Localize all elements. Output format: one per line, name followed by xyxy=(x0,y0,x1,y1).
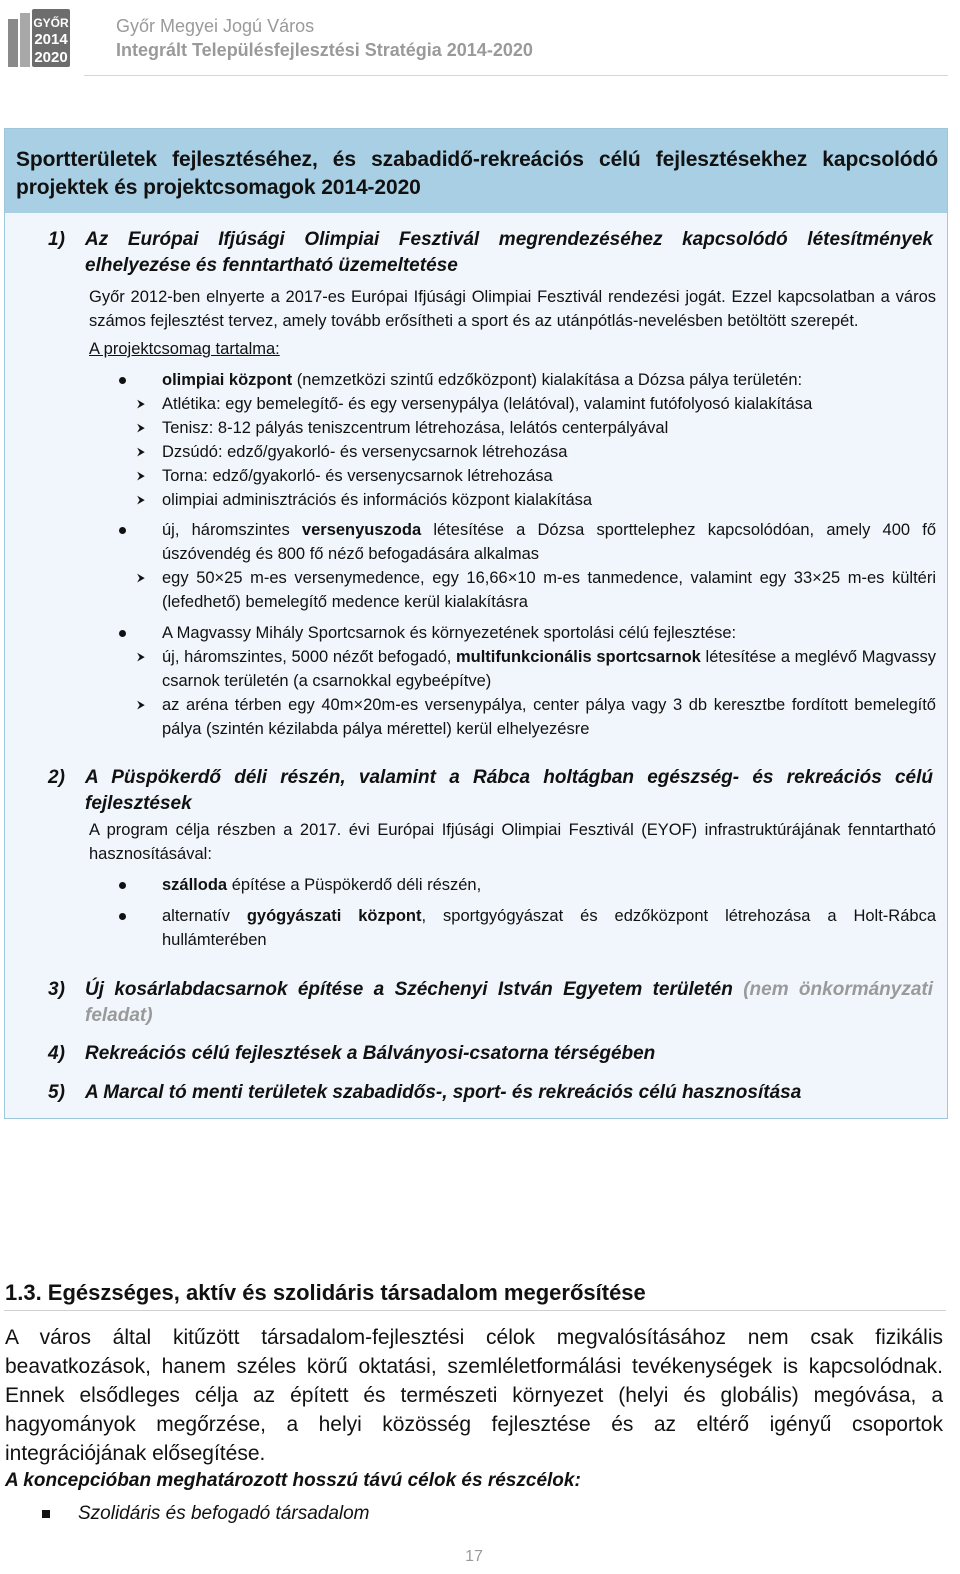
project-content-label: A projektcsomag tartalma: xyxy=(89,340,280,358)
list-item: A Magvassy Mihály Sportcsarnok és környezetének sportolási célú fejlesztése: xyxy=(162,624,737,642)
list-item: Atlétika: egy bemelegítő- és egy versenypálya (lelátóval), valamint futófolyosó kialakítása xyxy=(162,395,813,413)
list-item: olimpiai adminisztrációs és információs központ kialakítása xyxy=(162,491,593,509)
list-item: szálloda építése a Püspökerdő déli részén, xyxy=(162,876,482,894)
project-title: A Püspökerdő déli részén, valamint a Rábca holtágban egészség- és rekreációs célú fejlesztések xyxy=(85,767,933,814)
projects-box-header xyxy=(5,129,947,213)
arrow-icon: ⮞ xyxy=(137,398,145,410)
list-item: olimpiai központ (nemzetközi szintű edzőközpont) kialakítása a Dózsa pálya területén: xyxy=(162,371,803,389)
project-title: Az Európai Ifjúsági Olimpiai Fesztivál megrendezéséhez kapcsolódó létesítmények elhelyezése és fenntartható üzemeltetése xyxy=(85,229,933,276)
project-title: Új kosárlabdacsarnok építése a Széchenyi István Egyetem területén (nem önkormányzati feladat) xyxy=(85,979,934,1026)
project-note: (nem önkormányzati feladat) xyxy=(85,979,934,1026)
arrow-icon: ⮞ xyxy=(137,699,145,711)
project-title: A Marcal tó menti területek szabadidős-, sport- és rekreációs célú hasznosítása xyxy=(85,1082,802,1103)
goal-item: Szolidáris és befogadó társadalom xyxy=(78,1503,370,1524)
project-number: 5) xyxy=(48,1082,65,1103)
list-item: új, háromszintes versenyuszoda létesítése a Dózsa sporttelephez kapcsolódóan, amely 400 fő úszóvendég és 800 fő néző befogadására alkalmas xyxy=(162,521,936,563)
project-number: 1) xyxy=(48,229,65,250)
project-number: 2) xyxy=(48,767,65,788)
arrow-icon: ⮞ xyxy=(137,651,145,663)
arrow-icon: ⮞ xyxy=(137,494,145,506)
header-doc-title: Integrált Településfejlesztési Stratégia 2014-2020 xyxy=(116,40,533,60)
bullet-dot xyxy=(119,882,126,889)
gyor-2014-2020-logo xyxy=(6,5,74,71)
arrow-icon: ⮞ xyxy=(137,572,145,584)
section-paragraph: A város által kitűzött társadalom-fejlesztési célok megvalósításához nem csak fizikális beavatkozások, hanem széles körű oktatási, szemléletformálási tevékenységek is kapcsolódnak. Ennek elsődleges célja az épített és természeti környezet (helyi és globális) megóvása, a hagyományok megőrzése, a helyi közösség fejlesztése és az eltérő igényű csoportok integrációjának elősegítése. xyxy=(5,1326,943,1465)
list-item: Torna: edző/gyakorló- és versenycsarnok létrehozása xyxy=(162,467,553,485)
section-heading: 1.3. Egészséges, aktív és szolidáris társadalom megerősítése xyxy=(5,1280,646,1305)
arrow-icon: ⮞ xyxy=(137,470,145,482)
bullet-dot xyxy=(119,913,126,920)
list-item: Dzsúdó: edző/gyakorló- és versenycsarnok létrehozása xyxy=(162,443,568,461)
arrow-icon: ⮞ xyxy=(137,422,145,434)
list-item: egy 50×25 m-es versenymedence, egy 16,66×10 m-es tanmedence, valamint egy 33×25 m-es kültéri (lefedhető) bemelegítő medence kerül kialakításra xyxy=(162,569,936,611)
svg-text:2014: 2014 xyxy=(34,31,68,48)
projects-box-title: Sportterületek fejlesztéséhez, és szabadidő-rekreációs célú fejlesztésekhez kapcsolódó projektek és projektcsomagok 2014-2020 xyxy=(16,148,938,199)
svg-text:GYŐR: GYŐR xyxy=(33,16,69,30)
header-city: Győr Megyei Jogú Város xyxy=(116,16,315,36)
header-divider xyxy=(84,75,948,76)
project-1-description: Győr 2012-ben elnyerte a 2017-es Európai Ifjúsági Olimpiai Fesztivál rendezési jogát. Ezzel kapcsolatban a város számos fejlesztést tervez, amely tovább erősítheti a sport és az utánpótlás-nevelésben betöltött szerepét. xyxy=(89,288,936,330)
section-divider xyxy=(4,1310,946,1311)
project-number: 3) xyxy=(48,979,65,1000)
list-item: az aréna térben egy 40m×20m-es versenypálya, center pálya vagy 3 db keresztbe fordított bemelegítő pálya (szintén kézilabda pálya mérettel) kerül elhelyezésre xyxy=(162,696,936,738)
bullet-dot xyxy=(119,377,126,384)
list-item: Tenisz: 8-12 pályás teniszcentrum létrehozása, lelátós centerpályával xyxy=(162,419,669,437)
arrow-icon: ⮞ xyxy=(137,446,145,458)
square-bullet-icon xyxy=(42,1510,50,1518)
project-title: Rekreációs célú fejlesztések a Bálványosi-csatorna térségében xyxy=(85,1043,656,1064)
list-item: új, háromszintes, 5000 nézőt befogadó, multifunkcionális sportcsarnok létesítése a meglévő Magvassy csarnok területén (a csarnokkal egybeépítve) xyxy=(162,648,936,690)
bullet-dot xyxy=(119,630,126,637)
page-number: 17 xyxy=(465,1548,483,1565)
svg-text:2020: 2020 xyxy=(34,49,68,66)
bullet-dot xyxy=(119,527,126,534)
project-number: 4) xyxy=(48,1043,65,1064)
goals-heading: A koncepcióban meghatározott hosszú távú célok és részcélok: xyxy=(5,1470,581,1491)
project-2-description: A program célja részben a 2017. évi Európai Ifjúsági Olimpiai Fesztivál (EYOF) infrastruktúrájának fenntartható hasznosításával: xyxy=(89,821,936,863)
page-header xyxy=(0,0,960,78)
list-item: alternatív gyógyászati központ, sportgyógyászat és edzőközpont létrehozása a Holt-Rábca hullámterében xyxy=(162,907,936,949)
